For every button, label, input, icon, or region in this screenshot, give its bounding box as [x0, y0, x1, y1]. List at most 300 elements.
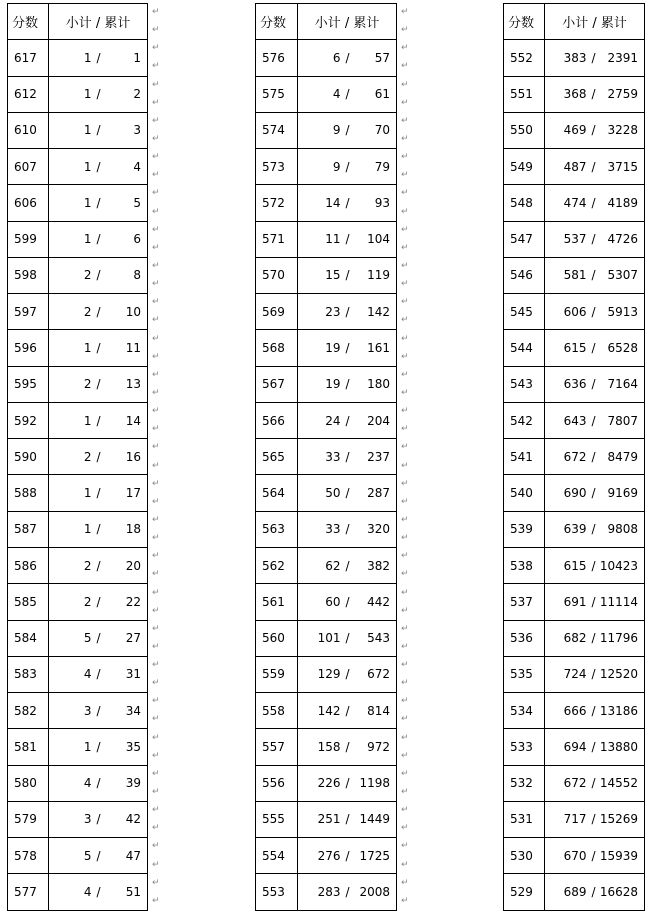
- cumulative-cell: 2: [104, 76, 148, 112]
- cumulative-cell: 10: [104, 294, 148, 330]
- table-row: [256, 221, 397, 257]
- score-cell: 610: [8, 112, 49, 148]
- subtotal-cell: 368: [545, 76, 589, 112]
- subtotal-cell: 606: [545, 294, 589, 330]
- paragraph-mark: ↵: [401, 478, 409, 489]
- separator-cell: /: [589, 402, 599, 438]
- subtotal-cell: 283: [298, 874, 343, 910]
- paragraph-mark: ↵: [401, 333, 409, 344]
- paragraph-marks-1: [152, 3, 162, 910]
- table-row: [256, 656, 397, 692]
- cumulative-cell: 2391: [599, 40, 645, 76]
- subtotal-cell: 4: [298, 76, 343, 112]
- cumulative-cell: 1725: [353, 838, 397, 874]
- cumulative-cell: 31: [104, 656, 148, 692]
- score-cell: 570: [256, 257, 298, 293]
- score-cell: 552: [504, 40, 545, 76]
- table-row: [504, 765, 645, 801]
- paragraph-mark: ↵: [401, 841, 409, 852]
- cumulative-cell: 22: [104, 584, 148, 620]
- table-row: [8, 765, 148, 801]
- separator-cell: /: [343, 475, 353, 511]
- subtotal-cell: 19: [298, 330, 343, 366]
- table-row: [256, 439, 397, 475]
- cumulative-cell: 8: [104, 257, 148, 293]
- paragraph-mark: ↵: [401, 623, 409, 634]
- separator-cell: /: [589, 294, 599, 330]
- subtotal-cell: 158: [298, 729, 343, 765]
- table-row: [256, 402, 397, 438]
- subtotal-cell: 724: [545, 656, 589, 692]
- cumulative-cell: 161: [353, 330, 397, 366]
- paragraph-mark: ↵: [401, 387, 409, 398]
- separator-cell: /: [589, 693, 599, 729]
- score-cell: 584: [8, 620, 49, 656]
- table-row: [8, 40, 148, 76]
- score-cell: 547: [504, 221, 545, 257]
- subtotal-cell: 690: [545, 475, 589, 511]
- table-row: [256, 40, 397, 76]
- cumulative-cell: 204: [353, 402, 397, 438]
- table-row: [8, 656, 148, 692]
- separator-cell: /: [94, 801, 104, 837]
- separator-cell: /: [589, 330, 599, 366]
- paragraph-mark: ↵: [401, 188, 409, 199]
- paragraph-mark: ↵: [152, 152, 160, 163]
- paragraph-mark: ↵: [152, 315, 160, 326]
- paragraph-mark: ↵: [401, 514, 409, 525]
- separator-cell: /: [94, 620, 104, 656]
- separator-cell: /: [589, 874, 599, 910]
- score-cell: 543: [504, 366, 545, 402]
- cumulative-cell: 51: [104, 874, 148, 910]
- table-row: [504, 185, 645, 221]
- separator-cell: /: [343, 40, 353, 76]
- cumulative-cell: 79: [353, 149, 397, 185]
- score-cell: 540: [504, 475, 545, 511]
- score-table-2: [255, 3, 397, 911]
- cumulative-cell: 442: [353, 584, 397, 620]
- score-cell: 592: [8, 402, 49, 438]
- table-row: [8, 475, 148, 511]
- subtotal-cell: 670: [545, 838, 589, 874]
- paragraph-mark: ↵: [152, 133, 160, 144]
- table-row: [8, 838, 148, 874]
- separator-cell: /: [94, 185, 104, 221]
- paragraph-mark: ↵: [401, 25, 409, 36]
- score-cell: 560: [256, 620, 298, 656]
- score-cell: 566: [256, 402, 298, 438]
- paragraph-mark: ↵: [152, 387, 160, 398]
- score-cell: 586: [8, 547, 49, 583]
- score-cell: 546: [504, 257, 545, 293]
- subtotal-cell: 14: [298, 185, 343, 221]
- table-row: [504, 76, 645, 112]
- score-cell: 548: [504, 185, 545, 221]
- paragraph-mark: ↵: [401, 895, 409, 906]
- score-cell: 596: [8, 330, 49, 366]
- score-cell: 550: [504, 112, 545, 148]
- paragraph-mark: ↵: [401, 678, 409, 689]
- paragraph-mark: ↵: [152, 750, 160, 761]
- score-cell: 532: [504, 765, 545, 801]
- table-row: [256, 765, 397, 801]
- subtotal-cell: 4: [49, 765, 94, 801]
- cumulative-cell: 13880: [599, 729, 645, 765]
- separator-cell: /: [94, 40, 104, 76]
- table-row: [8, 149, 148, 185]
- table-row: [256, 294, 397, 330]
- paragraph-mark: ↵: [152, 406, 160, 417]
- paragraph-mark: ↵: [152, 533, 160, 544]
- subtotal-cell: 3: [49, 801, 94, 837]
- subtotal-cell: 142: [298, 693, 343, 729]
- cumulative-cell: 2759: [599, 76, 645, 112]
- score-cell: 563: [256, 511, 298, 547]
- separator-cell: /: [589, 257, 599, 293]
- cumulative-cell: 180: [353, 366, 397, 402]
- score-cell: 561: [256, 584, 298, 620]
- table-row: [504, 149, 645, 185]
- paragraph-mark: ↵: [152, 605, 160, 616]
- cumulative-cell: 16: [104, 439, 148, 475]
- paragraph-mark: ↵: [152, 895, 160, 906]
- score-cell: 598: [8, 257, 49, 293]
- paragraph-mark: ↵: [152, 678, 160, 689]
- subtotal-cell: 33: [298, 511, 343, 547]
- paragraph-marks-2: [401, 3, 411, 910]
- score-cell: 535: [504, 656, 545, 692]
- table-row: [504, 584, 645, 620]
- separator-cell: /: [94, 330, 104, 366]
- table-body: [504, 4, 645, 911]
- paragraph-mark: ↵: [401, 859, 409, 870]
- subtotal-cell: 537: [545, 221, 589, 257]
- cumulative-cell: 14: [104, 402, 148, 438]
- header-row: [256, 4, 397, 40]
- paragraph-mark: ↵: [401, 369, 409, 380]
- cumulative-cell: 34: [104, 693, 148, 729]
- paragraph-mark: ↵: [152, 206, 160, 217]
- subtotal-cell: 1: [49, 112, 94, 148]
- table-row: [8, 729, 148, 765]
- separator-cell: /: [589, 765, 599, 801]
- cumulative-cell: 14552: [599, 765, 645, 801]
- subtotal-cell: 62: [298, 547, 343, 583]
- paragraph-mark: ↵: [152, 496, 160, 507]
- cumulative-cell: 1: [104, 40, 148, 76]
- separator-cell: /: [343, 656, 353, 692]
- separator-cell: /: [343, 584, 353, 620]
- subtotal-cell: 60: [298, 584, 343, 620]
- cumulative-cell: 11796: [599, 620, 645, 656]
- score-cell: 542: [504, 402, 545, 438]
- table-row: [256, 366, 397, 402]
- header-row: [8, 4, 148, 40]
- separator-cell: /: [589, 584, 599, 620]
- subtotal-cell: 24: [298, 402, 343, 438]
- paragraph-mark: ↵: [152, 478, 160, 489]
- score-cell: 576: [256, 40, 298, 76]
- cumulative-cell: 814: [353, 693, 397, 729]
- score-table-1: [7, 3, 148, 911]
- score-cell: 544: [504, 330, 545, 366]
- subtotal-cell: 9: [298, 112, 343, 148]
- paragraph-mark: ↵: [401, 805, 409, 816]
- separator-cell: /: [343, 149, 353, 185]
- table-body: [8, 4, 148, 911]
- score-cell: 599: [8, 221, 49, 257]
- score-cell: 565: [256, 439, 298, 475]
- paragraph-mark: ↵: [152, 97, 160, 108]
- subtotal-cell: 1: [49, 330, 94, 366]
- score-cell: 531: [504, 801, 545, 837]
- table-row: [8, 112, 148, 148]
- table-row: [8, 294, 148, 330]
- subtotal-cell: 1: [49, 149, 94, 185]
- table-row: [8, 874, 148, 910]
- separator-cell: /: [94, 874, 104, 910]
- paragraph-mark: ↵: [401, 569, 409, 580]
- table-row: [256, 801, 397, 837]
- paragraph-mark: ↵: [401, 696, 409, 707]
- table-row: [504, 257, 645, 293]
- cumulative-cell: 35: [104, 729, 148, 765]
- subtotal-cell: 1: [49, 402, 94, 438]
- separator-cell: /: [94, 765, 104, 801]
- table-row: [504, 402, 645, 438]
- paragraph-mark: ↵: [401, 242, 409, 253]
- paragraph-mark: ↵: [152, 641, 160, 652]
- paragraph-mark: ↵: [401, 133, 409, 144]
- separator-cell: /: [343, 366, 353, 402]
- paragraph-mark: ↵: [152, 768, 160, 779]
- paragraph-mark: ↵: [401, 406, 409, 417]
- score-cell: 538: [504, 547, 545, 583]
- separator-cell: /: [343, 294, 353, 330]
- subtotal-cell: 666: [545, 693, 589, 729]
- subtotal-cell: 643: [545, 402, 589, 438]
- score-cell: 587: [8, 511, 49, 547]
- paragraph-mark: ↵: [152, 877, 160, 888]
- paragraph-mark: ↵: [401, 641, 409, 652]
- subtotal-cell: 636: [545, 366, 589, 402]
- subtotal-cell: 639: [545, 511, 589, 547]
- table-row: [256, 838, 397, 874]
- table-row: [504, 439, 645, 475]
- separator-cell: /: [589, 149, 599, 185]
- separator-cell: /: [94, 656, 104, 692]
- separator-cell: /: [589, 729, 599, 765]
- table-row: [504, 620, 645, 656]
- paragraph-mark: ↵: [401, 442, 409, 453]
- table-row: [8, 185, 148, 221]
- table-row: [8, 439, 148, 475]
- table-row: [504, 801, 645, 837]
- paragraph-mark: ↵: [152, 43, 160, 54]
- score-cell: 571: [256, 221, 298, 257]
- separator-cell: /: [589, 511, 599, 547]
- score-cell: 555: [256, 801, 298, 837]
- cumulative-cell: 3715: [599, 149, 645, 185]
- paragraph-mark: ↵: [152, 297, 160, 308]
- separator-cell: /: [589, 40, 599, 76]
- cumulative-cell: 1449: [353, 801, 397, 837]
- paragraph-mark: ↵: [401, 152, 409, 163]
- separator-cell: /: [343, 874, 353, 910]
- score-cell: 581: [8, 729, 49, 765]
- score-cell: 534: [504, 693, 545, 729]
- table-row: [504, 656, 645, 692]
- separator-cell: /: [94, 149, 104, 185]
- paragraph-mark: ↵: [401, 750, 409, 761]
- score-cell: 612: [8, 76, 49, 112]
- subtotal-cell: 226: [298, 765, 343, 801]
- score-cell: 583: [8, 656, 49, 692]
- cumulative-cell: 320: [353, 511, 397, 547]
- subtotal-cell: 1: [49, 475, 94, 511]
- cumulative-cell: 672: [353, 656, 397, 692]
- score-cell: 617: [8, 40, 49, 76]
- paragraph-mark: ↵: [401, 260, 409, 271]
- subtotal-cell: 2: [49, 547, 94, 583]
- paragraph-mark: ↵: [152, 841, 160, 852]
- separator-cell: /: [94, 475, 104, 511]
- score-cell: 577: [8, 874, 49, 910]
- table-row: [8, 402, 148, 438]
- subtotal-cell: 23: [298, 294, 343, 330]
- cumulative-cell: 7164: [599, 366, 645, 402]
- paragraph-mark: ↵: [401, 279, 409, 290]
- paragraph-mark: ↵: [401, 660, 409, 671]
- table-row: [8, 221, 148, 257]
- table-row: [504, 40, 645, 76]
- paragraph-mark: ↵: [401, 551, 409, 562]
- cumulative-cell: 27: [104, 620, 148, 656]
- subtotal-cell: 2: [49, 584, 94, 620]
- subtotal-cell: 33: [298, 439, 343, 475]
- score-cell: 588: [8, 475, 49, 511]
- cumulative-cell: 6528: [599, 330, 645, 366]
- paragraph-mark: ↵: [401, 460, 409, 471]
- table-row: [256, 693, 397, 729]
- score-header: 分数: [8, 4, 49, 40]
- subtotal-cell: 11: [298, 221, 343, 257]
- score-cell: 590: [8, 439, 49, 475]
- separator-cell: /: [94, 112, 104, 148]
- paragraph-mark: ↵: [401, 351, 409, 362]
- table-row: [256, 874, 397, 910]
- separator-cell: /: [589, 366, 599, 402]
- cumulative-cell: 6: [104, 221, 148, 257]
- count-header: 小计 / 累计: [545, 4, 645, 40]
- score-header: 分数: [256, 4, 298, 40]
- score-cell: 554: [256, 838, 298, 874]
- score-cell: 578: [8, 838, 49, 874]
- cumulative-cell: 543: [353, 620, 397, 656]
- score-cell: 607: [8, 149, 49, 185]
- paragraph-mark: ↵: [152, 224, 160, 235]
- table-row: [8, 801, 148, 837]
- table-row: [8, 330, 148, 366]
- paragraph-mark: ↵: [401, 714, 409, 725]
- score-cell: 541: [504, 439, 545, 475]
- score-cell: 549: [504, 149, 545, 185]
- table-row: [504, 693, 645, 729]
- table-row: [256, 475, 397, 511]
- separator-cell: /: [589, 221, 599, 257]
- table-row: [8, 76, 148, 112]
- cumulative-cell: 12520: [599, 656, 645, 692]
- subtotal-cell: 694: [545, 729, 589, 765]
- paragraph-mark: ↵: [401, 732, 409, 743]
- cumulative-cell: 17: [104, 475, 148, 511]
- score-cell: 562: [256, 547, 298, 583]
- cumulative-cell: 47: [104, 838, 148, 874]
- table-row: [8, 620, 148, 656]
- subtotal-cell: 4: [49, 656, 94, 692]
- cumulative-cell: 13186: [599, 693, 645, 729]
- score-cell: 537: [504, 584, 545, 620]
- paragraph-mark: ↵: [152, 79, 160, 90]
- paragraph-mark: ↵: [401, 79, 409, 90]
- subtotal-cell: 581: [545, 257, 589, 293]
- separator-cell: /: [343, 221, 353, 257]
- separator-cell: /: [343, 76, 353, 112]
- subtotal-cell: 691: [545, 584, 589, 620]
- score-cell: 574: [256, 112, 298, 148]
- subtotal-cell: 1: [49, 40, 94, 76]
- subtotal-cell: 15: [298, 257, 343, 293]
- table-row: [256, 547, 397, 583]
- score-cell: 558: [256, 693, 298, 729]
- paragraph-mark: ↵: [152, 514, 160, 525]
- separator-cell: /: [94, 439, 104, 475]
- table-row: [8, 693, 148, 729]
- subtotal-cell: 682: [545, 620, 589, 656]
- paragraph-mark: ↵: [152, 424, 160, 435]
- separator-cell: /: [589, 838, 599, 874]
- subtotal-cell: 469: [545, 112, 589, 148]
- score-cell: 567: [256, 366, 298, 402]
- score-cell: 575: [256, 76, 298, 112]
- paragraph-mark: ↵: [401, 787, 409, 798]
- table-row: [504, 729, 645, 765]
- score-cell: 557: [256, 729, 298, 765]
- paragraph-mark: ↵: [152, 859, 160, 870]
- paragraph-mark: ↵: [401, 823, 409, 834]
- score-cell: 533: [504, 729, 545, 765]
- cumulative-cell: 7807: [599, 402, 645, 438]
- subtotal-cell: 615: [545, 330, 589, 366]
- cumulative-cell: 13: [104, 366, 148, 402]
- paragraph-mark: ↵: [152, 787, 160, 798]
- table-row: [504, 112, 645, 148]
- cumulative-cell: 57: [353, 40, 397, 76]
- score-cell: 545: [504, 294, 545, 330]
- paragraph-mark: ↵: [152, 333, 160, 344]
- paragraph-mark: ↵: [401, 533, 409, 544]
- paragraph-mark: ↵: [152, 115, 160, 126]
- paragraph-mark: ↵: [152, 696, 160, 707]
- cumulative-cell: 11: [104, 330, 148, 366]
- subtotal-cell: 129: [298, 656, 343, 692]
- cumulative-cell: 9169: [599, 475, 645, 511]
- subtotal-cell: 615: [545, 547, 589, 583]
- cumulative-cell: 1198: [353, 765, 397, 801]
- table-row: [256, 620, 397, 656]
- paragraph-mark: ↵: [152, 351, 160, 362]
